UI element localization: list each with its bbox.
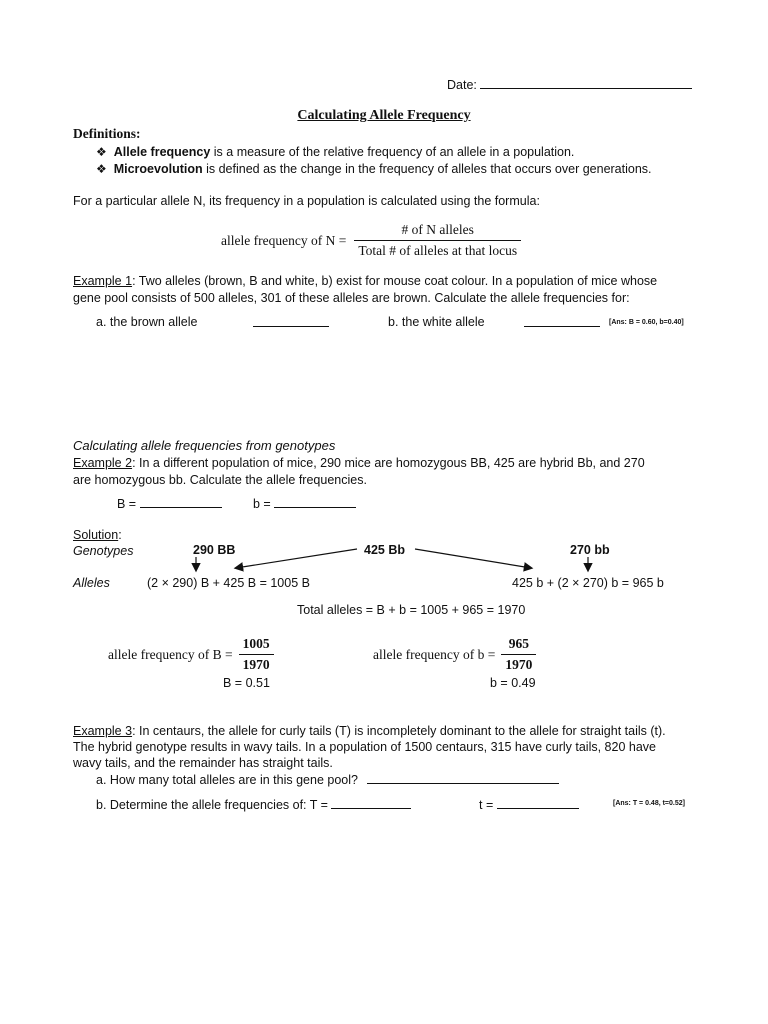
example3-t-answer <box>479 796 579 813</box>
example1-answer-key: [Ans: B = 0.60, b=0.40] <box>609 319 684 326</box>
example2-line2: are homozygous bb. Calculate the allele frequencies. <box>73 473 367 487</box>
example3-label: Example 3 <box>73 724 133 738</box>
example3-part-b <box>96 796 411 813</box>
freq-B-fraction <box>239 636 274 673</box>
B-label: B = <box>117 497 137 511</box>
freq-b-numerator: 965 <box>508 636 529 651</box>
freq-b-denominator: 1970 <box>501 654 536 673</box>
diamond-bullet-icon: ❖ <box>96 145 107 159</box>
example3-line3: wavy tails, and the remainder has straight tails. <box>73 756 333 770</box>
t-blank[interactable] <box>497 796 579 809</box>
example3-part-a-label: a. How many total alleles are in this gene pool? <box>96 773 358 787</box>
example1-label: Example 1 <box>73 274 133 288</box>
example1-line2: gene pool consists of 500 alleles, 301 of these alleles are brown. Calculate the allele frequencies for: <box>73 291 630 305</box>
page-title: Calculating Allele Frequency <box>297 108 471 123</box>
genotypes-label: Genotypes <box>73 544 134 558</box>
formula-intro: For a particular allele N, its frequency in a population is calculated using the formula: <box>73 194 540 208</box>
freq-B-numerator: 1005 <box>242 636 270 651</box>
example2-text: : In a different population of mice, 290 mice are homozygous BB, 425 are hybrid Bb, and 270 <box>132 456 645 470</box>
diamond-bullet-icon: ❖ <box>96 162 107 176</box>
example3-text: : In centaurs, the allele for curly tails (T) is incompletely dominant to the allele for straight tails (t). <box>132 724 666 738</box>
example3-part-b-label: b. Determine the allele frequencies of: T = <box>96 798 328 812</box>
freq-b-fraction <box>501 636 536 673</box>
example1-text: : Two alleles (brown, B and white, b) exist for mouse coat colour. In a population of mice whose <box>132 274 658 288</box>
genotype-bb: 270 bb <box>570 543 610 557</box>
freq-B-lhs: allele frequency of B = <box>108 646 233 662</box>
definition-text: is a measure of the relative frequency of an allele in a population. <box>210 145 575 159</box>
definition-term: Microevolution <box>113 162 203 176</box>
freq-B-denominator: 1970 <box>239 654 274 673</box>
example2-heading: Calculating allele frequencies from genotypes <box>73 438 336 453</box>
calc-b-alleles: 425 b + (2 × 270) b = 965 b <box>512 576 664 590</box>
total-alleles: Total alleles = B + b = 1005 + 965 = 1970 <box>297 603 526 617</box>
formula-lhs: allele frequency of N = <box>221 232 347 248</box>
calc-B-alleles: (2 × 290) B + 425 B = 1005 B <box>147 576 310 590</box>
genotype-Bb: 425 Bb <box>364 543 405 557</box>
example3-answer-key: [Ans: T = 0.48, t=0.52] <box>613 800 685 807</box>
freq-b-formula <box>373 636 536 673</box>
definition-text: is defined as the change in the frequency of alleles that occurs over generations. <box>202 162 652 176</box>
solution-label: Solution <box>73 528 119 542</box>
alleles-label: Alleles <box>73 576 110 590</box>
example3-line1 <box>73 723 666 739</box>
example3-line2: The hybrid genotype results in wavy tails. In a population of 1500 centaurs, 315 have curly tails, 820 have <box>73 740 656 754</box>
example3-part-a <box>96 771 559 788</box>
example1-part-a-label: a. the brown allele <box>96 315 198 329</box>
formula-numerator: # of N alleles <box>401 222 474 237</box>
example3-total-blank[interactable] <box>367 771 559 784</box>
definitions-heading: Definitions: <box>73 126 141 141</box>
definition-term: Allele frequency <box>113 145 211 159</box>
arrow-Bb-right <box>415 549 531 568</box>
example1-part-b: b. the white allele <box>388 315 485 329</box>
T-blank[interactable] <box>331 796 411 809</box>
result-B: B = 0.51 <box>223 676 270 690</box>
freq-b-lhs: allele frequency of b = <box>373 646 496 662</box>
genotype-BB: 290 BB <box>193 543 236 557</box>
formula-denominator: Total # of alleles at that locus <box>354 240 521 259</box>
result-b: b = 0.49 <box>490 676 536 690</box>
arrow-Bb-left <box>236 549 357 568</box>
t-label: t = <box>479 798 494 812</box>
freq-B-formula <box>108 636 274 673</box>
b-label: b = <box>253 497 271 511</box>
date-label: Date: <box>447 78 477 92</box>
example2-label: Example 2 <box>73 456 133 470</box>
solution-colon: : <box>118 528 122 542</box>
